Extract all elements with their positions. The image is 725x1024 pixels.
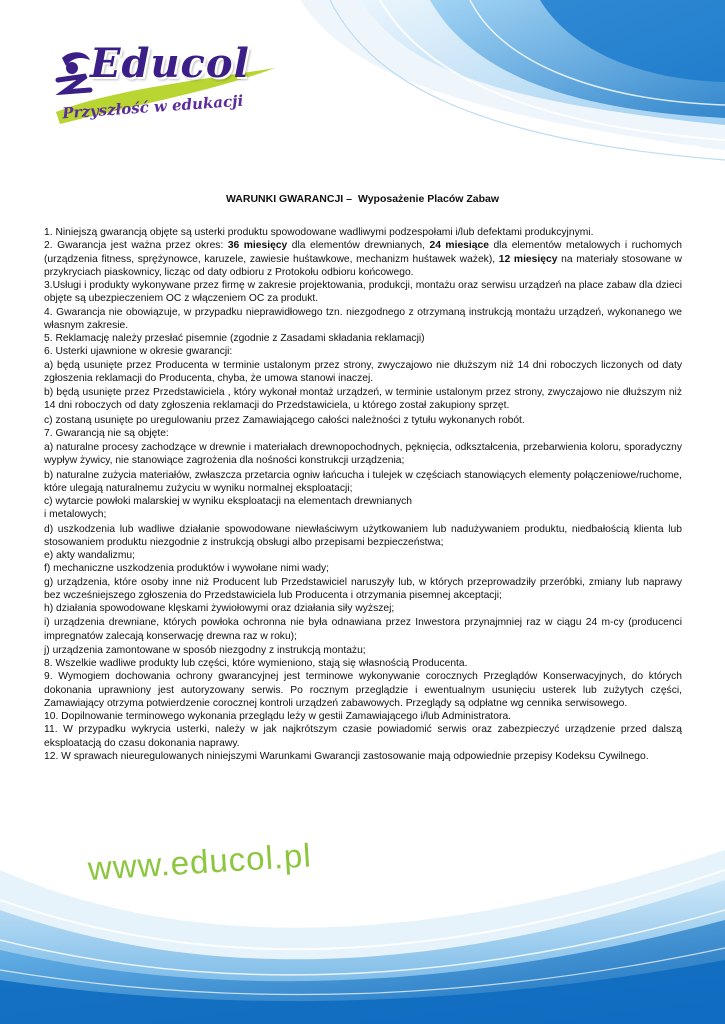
- clause-7h: h) działania spowodowane klęskami żywiołowymi oraz działania siły wyższej;: [44, 603, 395, 614]
- clause-7b: b) naturalne zużycia materiałów, zwłaszcza przetarcia ogniw łańcucha i tulejek w częściach stanowiących elementy połączeniowe/ruchome, które ulegają naturalnemu zużyciu w wyniku normalnej eksploatacji;: [44, 469, 682, 494]
- logo-brand-text: Educol: [90, 40, 250, 87]
- clause-7i: i) urządzenia drewniane, których powłoka ochronna nie była odnawiana przez Inwestora przynajmniej raz w ciągu 24 m-cy (producenci impregnatów zalecają konserwację drewna raz w roku);: [44, 617, 682, 642]
- clause-7j: j) urządzenia zamontowane w sposób niezgodny z instrukcją montażu;: [44, 644, 366, 656]
- clause-6a: a) będą usunięte przez Producenta w terminie ustalonym przez strony, zwyczajowo nie dłuższym niż 14 dni roboczych liczonych od daty zgłoszenia reklamacji do Producenta, chyba, że umowa stanowi inaczej.: [44, 359, 682, 384]
- title-main: WARUNKI GWARANCJI –: [225, 193, 352, 205]
- clause-9: 9. Wymogiem dochowania ochrony gwarancyjnej jest terminowe wykonywanie corocznych Przeglądów Konserwacyjnych, do których dokonania uprawniony jest autoryzowany serwis. Po rocznym przeglądzie i ewentualnym usunięciu usterek lub zużytych części, Zamawiający otrzyma potwierdzenie corocznej kontroli urządzeń zabawowych. Przeglądy są odpłatne wg cennika serwisowego.: [44, 671, 682, 709]
- clause-2: 2. Gwarancja jest ważna przez okres: 36 miesięcy dla elementów drewnianych, 24 miesiące dla elementów metalowych i ruchomych (urządzenia fitness, sprężynowce, karuzele, zawiesie huśtawkowe, mechanizm huśtawek ważek), 12 miesięcy na materiały stosowane w przykryciach piaskownicy, licząc od daty odbioru z Protokołu odbioru końcowego.: [44, 240, 682, 278]
- logo-tagline: Przyszłość w edukacji: [61, 91, 244, 123]
- clause-8: 8. Wszelkie wadliwe produkty lub części, które wymieniono, stają się własnością Producenta.: [44, 658, 468, 669]
- clause-7g: g) urządzenia, które osoby inne niż Producent lub Przedstawiciel naruszyły lub, w których przeprowadziły przeróbki, zmiany lub naprawy bez wcześniejszego zgłoszenia do Przedstawiciela lub Producenta i otrzymania pisemnej akceptacji;: [44, 576, 682, 601]
- clause-7c: c) wytarcie powłoki malarskiej w wyniku eksploatacji na elementach drewnianych i metalowych;: [44, 496, 412, 521]
- clause-12: 12. W sprawach nieuregulowanych niniejszymi Warunkami Gwarancji zastosowanie mają odpowiednie przepisy Kodeksu Cywilnego.: [44, 750, 649, 762]
- clause-7f: f) mechaniczne uszkodzenia produktów i wywołane nimi wady;: [44, 563, 330, 575]
- title-sub: Wyposażenie Placów Zabaw: [357, 193, 500, 205]
- clause-6c: c) zostaną usunięte po uregulowaniu przez Zamawiającego całości należności z tytułu wykonanych robót.: [44, 414, 525, 426]
- clause-5: 5. Reklamację należy przesłać pisemnie (zgodnie z Zasadami składania reklamacji): [44, 333, 425, 344]
- document-title: [0, 193, 725, 205]
- clause-7: 7. Gwarancją nie są objęte:: [44, 427, 169, 439]
- clause-7a: a) naturalne procesy zachodzące w drewnie i materiałach drewnopochodnych, pęknięcia, odkształcenia, przebarwienia koloru, sporadyczny wypływ żywicy, nie stanowiące zagrożenia dla nośności konstrukcji urządzenia;: [44, 442, 682, 467]
- clause-6b: b) będą usunięte przez Przedstawiciela , który wykonał montaż urządzeń, w terminie ustalonym przez strony, zwyczajowo nie dłuższym niż 14 dni roboczych od daty zgłoszenia reklamacji do Przedstawiciela, u którego został zakupiony sprzęt.: [44, 387, 682, 412]
- educol-logo: [50, 40, 290, 135]
- clause-1: 1. Niniejszą gwarancją objęte są usterki produktu spowodowane wadliwymi podzespołami i/lub defektami produkcyjnymi.: [44, 227, 594, 238]
- clause-11: 11. W przypadku wykrycia usterki, należy w jak najkrótszym czasie powiadomić serwis oraz zabezpieczyć urządzenie przed dalszą eksploatacją do czasu dokonania naprawy.: [44, 724, 682, 749]
- clause-4: 4. Gwarancja nie obowiązuje, w przypadku nieprawidłowego tzn. niezgodnego z otrzymaną instrukcją montażu urządzeń, wykonanego we własnym zakresie.: [44, 306, 682, 331]
- clause-7e: e) akty wandalizmu;: [44, 550, 135, 561]
- clause-6: 6. Usterki ujawnione w okresie gwarancji:: [44, 346, 233, 358]
- warranty-terms: [44, 226, 682, 763]
- clause-7d: d) uszkodzenia lub wadliwe działanie spowodowane niewłaściwym użytkowaniem lub nadużywaniem produktu, niedbałością klienta lub stosowaniem produktu niezgodnie z instrukcją obsługi albo przepisami bezpieczeństwa;: [44, 523, 682, 548]
- clause-3: 3.Usługi i produkty wykonywane przez firmę w zakresie projektowania, produkcji, montażu oraz serwisu urządzeń na place zabaw dla dzieci objęte są ubezpieczeniem OC z włączeniem OC za produkt.: [44, 280, 682, 305]
- clause-10: 10. Dopilnowanie terminowego wykonania przeglądu leży w gestii Zamawiającego i/lub Administratora.: [44, 711, 512, 722]
- website-url[interactable]: www.educol.pl: [86, 836, 313, 887]
